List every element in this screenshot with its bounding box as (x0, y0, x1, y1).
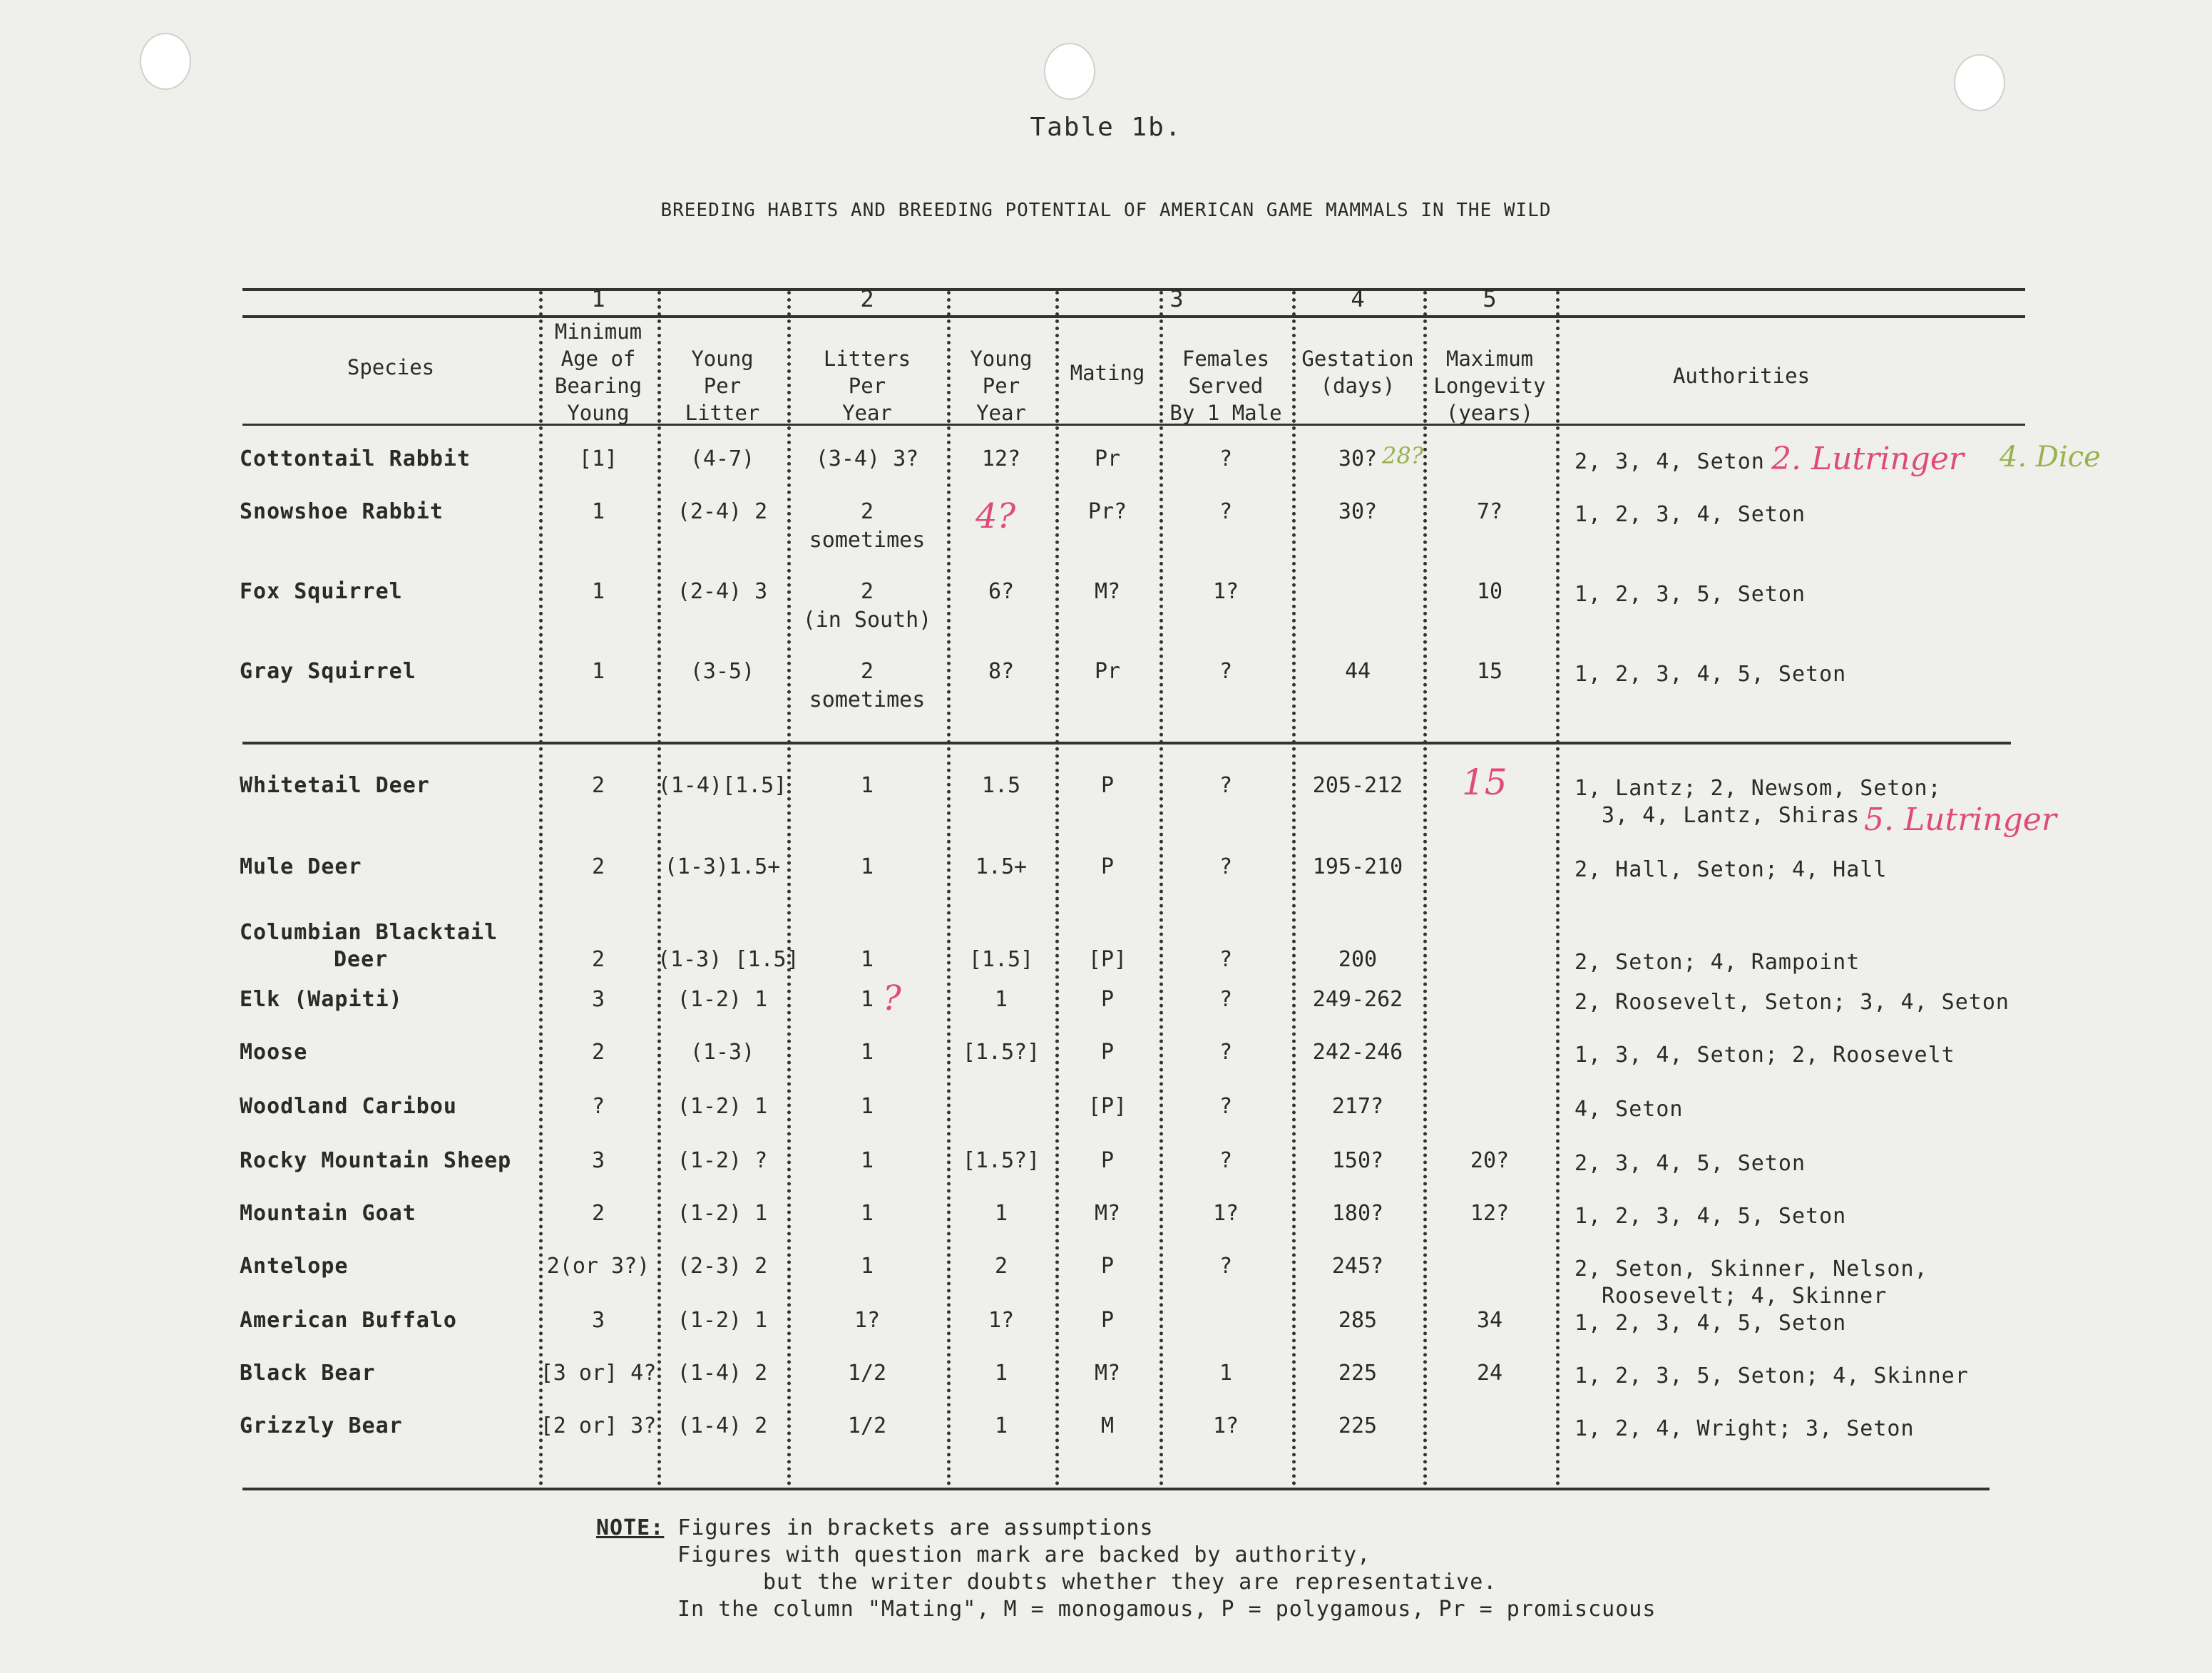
young-per-year-cell: 1.5 (981, 773, 1021, 798)
young-per-litter-cell: (2-4) 2 (677, 499, 768, 524)
females-served-cell: 1? (1212, 1201, 1239, 1226)
mating-cell: P (1100, 1308, 1115, 1333)
gestation-cell: 180? (1331, 1201, 1384, 1226)
species-cell: Rocky Mountain Sheep (240, 1148, 512, 1173)
species-cell-line2: Deer (334, 947, 389, 972)
young-per-litter-cell: (1-2) ? (677, 1148, 768, 1173)
authorities-cell: 1, 2, 3, 4, 5, Seton (1574, 1204, 1847, 1229)
min-age-cell: 3 (591, 1308, 605, 1333)
litters-per-year-cell: 1 (860, 773, 874, 798)
min-age-cell: 3 (591, 1148, 605, 1173)
females-served-cell: 1? (1212, 579, 1239, 604)
females-served-cell: ? (1219, 1094, 1233, 1119)
longevity-cell: 15 (1476, 659, 1503, 684)
litters-per-year-note: sometimes (809, 687, 926, 712)
mating-cell: M (1100, 1413, 1115, 1438)
gestation-cell: 30? (1338, 446, 1378, 471)
min-age-cell: ? (591, 1094, 605, 1119)
min-age-cell: 2 (591, 773, 605, 798)
young-per-year-cell: 1 (994, 987, 1008, 1012)
mating-cell: P (1100, 773, 1115, 798)
column-number: 4 (1351, 285, 1365, 312)
litters-per-year-cell: 1 (860, 1254, 874, 1279)
authorities-cell: 1, 2, 4, Wright; 3, Seton (1574, 1416, 1915, 1441)
column-separator (1423, 291, 1427, 1486)
litters-per-year-cell: 1 (860, 987, 874, 1012)
young-per-year-cell: 1? (988, 1308, 1015, 1333)
authorities-cell: 2, 3, 4, Seton (1574, 449, 1765, 474)
young-per-year-cell: [1.5?] (962, 1148, 1040, 1173)
females-served-cell: ? (1219, 854, 1233, 879)
young-per-litter-cell: (1-3) (690, 1040, 755, 1065)
group-divider-rule (242, 742, 2011, 745)
longevity-cell: 24 (1476, 1361, 1503, 1386)
young-per-litter-cell: (1-3) [1.5] (657, 947, 799, 972)
min-age-cell: 2 (591, 947, 605, 972)
litters-per-year-cell: 1? (854, 1308, 881, 1333)
gestation-cell: 150? (1331, 1148, 1384, 1173)
min-age-cell: 2 (591, 854, 605, 879)
young-per-litter-cell: (1-2) 1 (677, 1201, 768, 1226)
young-per-year-cell: 1 (994, 1201, 1008, 1226)
mating-cell: P (1100, 1254, 1115, 1279)
authorities-cell: 1, 3, 4, Seton; 2, Roosevelt (1574, 1043, 1955, 1068)
species-cell: Mountain Goat (240, 1201, 416, 1226)
authorities-cell: 1, 2, 3, 4, 5, Seton (1574, 1311, 1847, 1336)
handwritten-whitetail-longevity: 15 (1462, 762, 1507, 803)
mating-cell: [P] (1087, 1094, 1127, 1119)
mating-cell: M? (1094, 1201, 1121, 1226)
gestation-cell: 245? (1331, 1254, 1384, 1279)
mating-cell: Pr (1094, 446, 1121, 471)
litters-per-year-cell: 1/2 (847, 1361, 887, 1386)
females-served-cell: ? (1219, 1040, 1233, 1065)
header-litters-per-year: Litters Per Year (823, 347, 911, 425)
note-line: In the column "Mating", M = monogamous, P = polygamous, Pr = promiscuous (677, 1597, 1657, 1622)
note-line: but the writer doubts whether they are representative. (763, 1570, 1497, 1595)
litters-per-year-cell: 1 (860, 1040, 874, 1065)
authorities-cell: 2, Hall, Seton; 4, Hall (1574, 857, 1888, 882)
gestation-cell: 217? (1331, 1094, 1384, 1119)
handwritten-whitetail-authority: 5. Lutringer (1864, 802, 2057, 838)
authorities-cell: 1, Lantz; 2, Newsom, Seton; (1574, 776, 1942, 801)
authorities-cell: 2, Seton; 4, Rampoint (1574, 950, 1860, 975)
species-cell: Moose (240, 1040, 308, 1065)
header-rule (242, 315, 2025, 318)
longevity-cell: 34 (1476, 1308, 1503, 1333)
min-age-cell: [3 or] 4? (540, 1361, 657, 1386)
young-per-year-cell: 2 (994, 1254, 1008, 1279)
females-served-cell: ? (1219, 947, 1233, 972)
mating-cell: P (1100, 854, 1115, 879)
authorities-cell: 4, Seton (1574, 1097, 1684, 1122)
authorities-cell: 1, 2, 3, 5, Seton; 4, Skinner (1574, 1364, 1969, 1388)
females-served-cell: ? (1219, 773, 1233, 798)
authorities-cell: 1, 2, 3, 4, Seton (1574, 502, 1806, 527)
litters-per-year-cell: 1 (860, 1094, 874, 1119)
longevity-cell: 20? (1470, 1148, 1510, 1173)
punch-hole-right (1954, 54, 2005, 111)
column-number: 5 (1483, 285, 1497, 312)
longevity-cell: 12? (1470, 1201, 1510, 1226)
young-per-year-cell: [1.5] (968, 947, 1034, 972)
table-subtitle: BREEDING HABITS AND BREEDING POTENTIAL OF AMERICAN GAME MAMMALS IN THE WILD (660, 200, 1552, 221)
column-number: 2 (860, 285, 874, 312)
header-young-per-litter: Young Per Litter (685, 347, 760, 425)
min-age-cell: 3 (591, 987, 605, 1012)
species-cell: Cottontail Rabbit (240, 446, 471, 471)
note-label: NOTE: (596, 1515, 665, 1540)
species-cell: Black Bear (240, 1361, 376, 1386)
authorities-cell: 2, Roosevelt, Seton; 3, 4, Seton (1574, 990, 2009, 1015)
gestation-cell: 205-212 (1312, 773, 1403, 798)
gestation-cell: 195-210 (1312, 854, 1403, 879)
min-age-cell: 2 (591, 1201, 605, 1226)
gestation-cell: 225 (1338, 1361, 1378, 1386)
young-per-year-cell: [1.5?] (962, 1040, 1040, 1065)
mating-cell: M? (1094, 1361, 1121, 1386)
handwritten-elk-litters-question: ? (883, 978, 901, 1018)
note-line: Figures with question mark are backed by authority, (677, 1542, 1371, 1567)
authorities-cell: 2, Seton, Skinner, Nelson, (1574, 1257, 1928, 1281)
authorities-cell-line2: 3, 4, Lantz, Shiras (1602, 803, 1860, 828)
females-served-cell: ? (1219, 1148, 1233, 1173)
litters-per-year-cell: 1 (860, 1148, 874, 1173)
min-age-cell: 2 (591, 1040, 605, 1065)
females-served-cell: ? (1219, 1254, 1233, 1279)
punch-hole-center (1044, 43, 1095, 100)
min-age-cell: 1 (591, 499, 605, 524)
young-per-litter-cell: (3-5) (690, 659, 755, 684)
young-per-year-cell: 1 (994, 1413, 1008, 1438)
litters-per-year-cell: (3-4) 3? (815, 446, 919, 471)
litters-per-year-cell: 1 (860, 854, 874, 879)
litters-per-year-note: sometimes (809, 528, 926, 553)
gestation-cell: 44 (1344, 659, 1371, 684)
gestation-cell: 30? (1338, 499, 1378, 524)
header-young-per-year: Young Per Year (970, 347, 1033, 425)
litters-per-year-cell: 2 (860, 579, 874, 604)
authorities-cell: 1, 2, 3, 4, 5, Seton (1574, 662, 1847, 687)
young-per-litter-cell: (1-3)1.5+ (664, 854, 781, 879)
min-age-cell: 2(or 3?) (546, 1254, 650, 1279)
females-served-cell: ? (1219, 987, 1233, 1012)
header-species: Species (347, 355, 435, 379)
females-served-cell: 1 (1219, 1361, 1233, 1386)
handwritten-snowshoe-young-per-year: 4? (976, 496, 1016, 536)
punch-hole-left (140, 33, 191, 90)
females-served-cell: ? (1219, 499, 1233, 524)
handwritten-cottontail-gestation: 28? (1382, 442, 1423, 469)
handwritten-cottontail-authority: 2. Lutringer (1771, 441, 1964, 477)
table-title: Table 1b. (1030, 113, 1182, 142)
species-cell: Mule Deer (240, 854, 362, 879)
mating-cell: Pr? (1087, 499, 1127, 524)
species-cell: Antelope (240, 1254, 349, 1279)
young-per-litter-cell: (1-2) 1 (677, 1308, 768, 1333)
young-per-year-cell: 12? (981, 446, 1021, 471)
young-per-litter-cell: (1-4) 2 (677, 1413, 768, 1438)
handwritten-cottontail-authority-dice: 4. Dice (1999, 441, 2101, 474)
mating-cell: Pr (1094, 659, 1121, 684)
min-age-cell: 1 (591, 659, 605, 684)
species-cell: Columbian Blacktail (240, 920, 498, 945)
header-females-served: Females Served By 1 Male (1169, 347, 1282, 425)
gestation-cell: 285 (1338, 1308, 1378, 1333)
footnote (596, 1515, 1656, 1623)
gestation-cell: 225 (1338, 1413, 1378, 1438)
species-cell: Woodland Caribou (240, 1094, 457, 1119)
species-cell: American Buffalo (240, 1308, 457, 1333)
species-cell: Whitetail Deer (240, 773, 430, 798)
header-longevity: Maximum Longevity (years) (1433, 347, 1546, 425)
young-per-litter-cell: (1-4) 2 (677, 1361, 768, 1386)
litters-per-year-cell: 1 (860, 1201, 874, 1226)
young-per-year-cell: 6? (988, 579, 1015, 604)
authorities-cell: 2, 3, 4, 5, Seton (1574, 1151, 1806, 1176)
gestation-cell: 249-262 (1312, 987, 1403, 1012)
young-per-litter-cell: (2-3) 2 (677, 1254, 768, 1279)
mating-cell: M? (1094, 579, 1121, 604)
young-per-litter-cell: (1-2) 1 (677, 1094, 768, 1119)
header-min-age: Minimum Age of Bearing Young (554, 319, 642, 425)
young-per-year-cell: 8? (988, 659, 1015, 684)
females-served-cell: ? (1219, 659, 1233, 684)
species-cell: Elk (Wapiti) (240, 987, 403, 1012)
young-per-year-cell: 1.5+ (975, 854, 1028, 879)
gestation-cell: 242-246 (1312, 1040, 1403, 1065)
species-cell: Gray Squirrel (240, 659, 416, 684)
litters-per-year-cell: 2 (860, 659, 874, 684)
header-mating: Mating (1070, 361, 1145, 385)
mating-cell: [P] (1087, 947, 1127, 972)
header-authorities: Authorities (1672, 364, 1811, 388)
column-number: 3 (1169, 285, 1184, 312)
mating-cell: P (1100, 1040, 1115, 1065)
column-separator (1556, 291, 1560, 1486)
young-per-year-cell: 1 (994, 1361, 1008, 1386)
litters-per-year-cell: 2 (860, 499, 874, 524)
longevity-cell: 10 (1476, 579, 1503, 604)
gestation-cell: 200 (1338, 947, 1378, 972)
young-per-litter-cell: (4-7) (690, 446, 755, 471)
min-age-cell: [1] (578, 446, 618, 471)
bottom-rule (242, 1488, 1990, 1490)
mating-cell: P (1100, 987, 1115, 1012)
litters-per-year-note: (in South) (802, 608, 932, 633)
litters-per-year-cell: 1/2 (847, 1413, 887, 1438)
header-gestation: Gestation (days) (1301, 347, 1414, 398)
females-served-cell: 1? (1212, 1413, 1239, 1438)
authorities-cell: 1, 2, 3, 5, Seton (1574, 582, 1806, 607)
females-served-cell: ? (1219, 446, 1233, 471)
authorities-cell-line2: Roosevelt; 4, Skinner (1602, 1284, 1888, 1309)
min-age-cell: 1 (591, 579, 605, 604)
species-cell: Snowshoe Rabbit (240, 499, 444, 524)
column-number: 1 (591, 285, 605, 312)
young-per-litter-cell: (1-2) 1 (677, 987, 768, 1012)
note-line: Figures in brackets are assumptions (677, 1515, 1154, 1540)
litters-per-year-cell: 1 (860, 947, 874, 972)
min-age-cell: [2 or] 3? (540, 1413, 657, 1438)
header-bottom-rule (242, 424, 2025, 426)
longevity-cell: 7? (1476, 499, 1503, 524)
mating-cell: P (1100, 1148, 1115, 1173)
species-cell: Fox Squirrel (240, 579, 403, 604)
young-per-litter-cell: (1-4)[1.5] (657, 773, 787, 798)
species-cell: Grizzly Bear (240, 1413, 403, 1438)
young-per-litter-cell: (2-4) 3 (677, 579, 768, 604)
